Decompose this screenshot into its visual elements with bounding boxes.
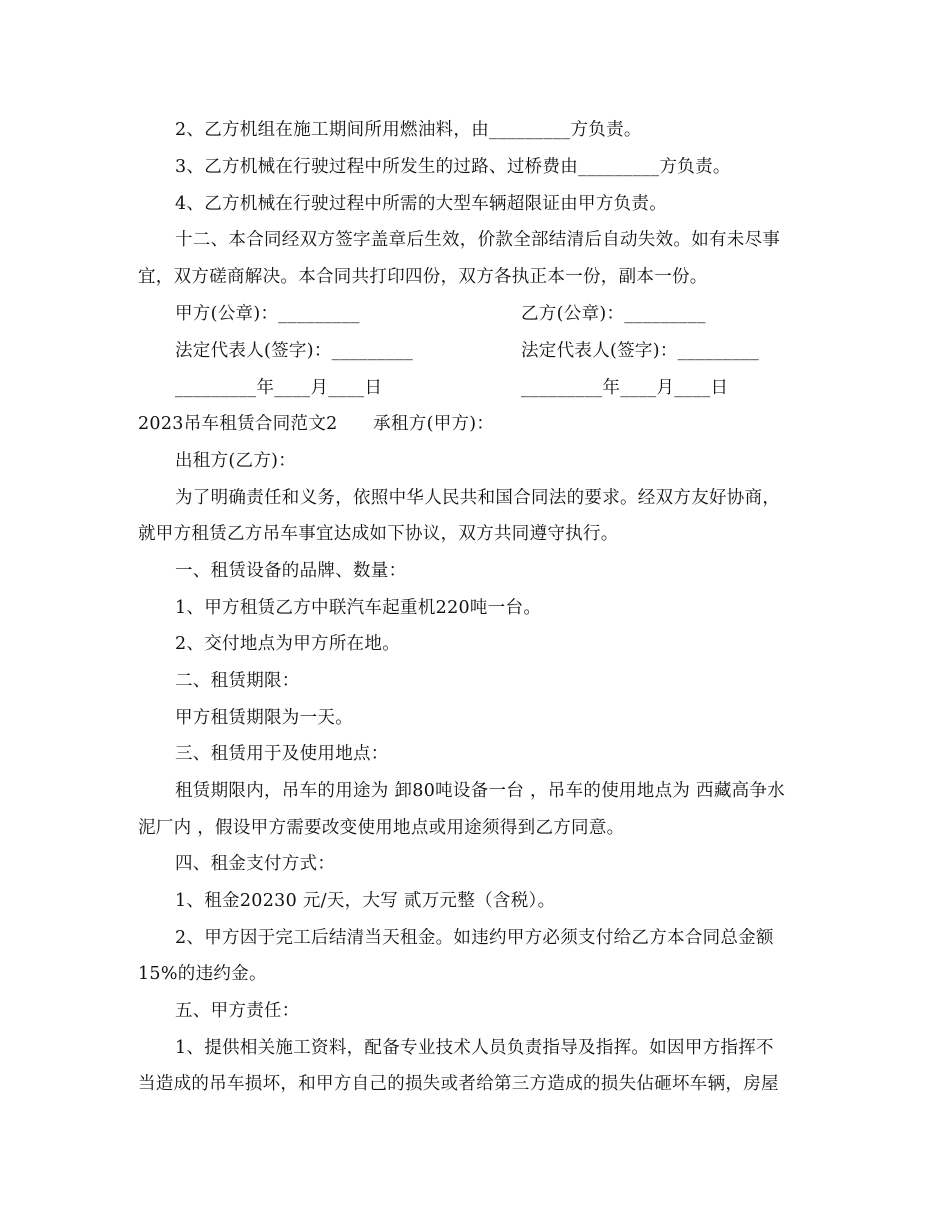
paragraph-line: 甲方租赁期限为一天。: [175, 708, 353, 728]
party-a-seal: 甲方(公章)：_________: [175, 304, 360, 324]
party-b-seal: 乙方(公章)：_________: [521, 304, 706, 324]
section-heading: 三、租赁用于及使用地点：: [175, 744, 389, 764]
paragraph-line: 泥厂内 ，假设甲方需要改变使用地点或用途须得到乙方同意。: [138, 818, 625, 838]
lessor-line: 出租方(乙方)：: [175, 451, 297, 471]
party-b-representative: 法定代表人(签字)：_________: [521, 341, 760, 361]
paragraph-line: 1、提供相关施工资料，配备专业技术人员负责指导及指挥。如因甲方指挥不: [175, 1038, 774, 1058]
paragraph-line: 1、甲方租赁乙方中联汽车起重机220吨一台。: [175, 598, 542, 618]
section-heading: 五、甲方责任：: [175, 1001, 300, 1021]
paragraph-line: 为了明确责任和义务，依照中华人民共和国合同法的要求。经双方友好协商，: [175, 488, 781, 508]
party-b-date: _________年____月____日: [521, 378, 729, 398]
contract-title-line: 2023吊车租赁合同范文2 承租方(甲方)：: [138, 414, 495, 434]
paragraph-line: 租赁期限内，吊车的用途为 卸80吨设备一台 ，吊车的使用地点为 西藏高争水: [175, 781, 786, 801]
section-heading: 四、租金支付方式：: [175, 854, 336, 874]
party-a-representative: 法定代表人(签字)：_________: [175, 341, 414, 361]
paragraph-line: 当造成的吊车损坏，和甲方自己的损失或者给第三方造成的损失佔砸坏车辆，房屋: [138, 1074, 779, 1094]
party-a-date: _________年____月____日: [175, 378, 383, 398]
clause-line: 2、乙方机组在施工期间所用燃油料，由_________方负责。: [175, 120, 642, 140]
clause-line: 十二、本合同经双方签字盖章后生效，价款全部结清后自动失效。如有未尽事: [175, 230, 781, 250]
clause-line: 宜，双方磋商解决。本合同共打印四份，双方各执正本一份，副本一份。: [138, 267, 708, 287]
section-heading: 二、租赁期限：: [175, 671, 300, 691]
paragraph-line: 1、租金20230 元/天，大写 贰万元整（含税）。: [175, 891, 556, 911]
clause-line: 4、乙方机械在行驶过程中所需的大型车辆超限证由甲方负责。: [175, 194, 668, 214]
clause-line: 3、乙方机械在行驶过程中所发生的过路、过桥费由_________方负责。: [175, 157, 731, 177]
section-heading: 一、租赁设备的品牌、数量：: [175, 561, 407, 581]
paragraph-line: 2、甲方因于完工后结清当天租金。如违约甲方必须支付给乙方本合同总金额: [175, 928, 774, 948]
paragraph-line: 15%的违约金。: [138, 964, 267, 984]
paragraph-line: 2、交付地点为甲方所在地。: [175, 634, 401, 654]
paragraph-line: 就甲方租赁乙方吊车事宜达成如下协议，双方共同遵守执行。: [138, 524, 619, 544]
